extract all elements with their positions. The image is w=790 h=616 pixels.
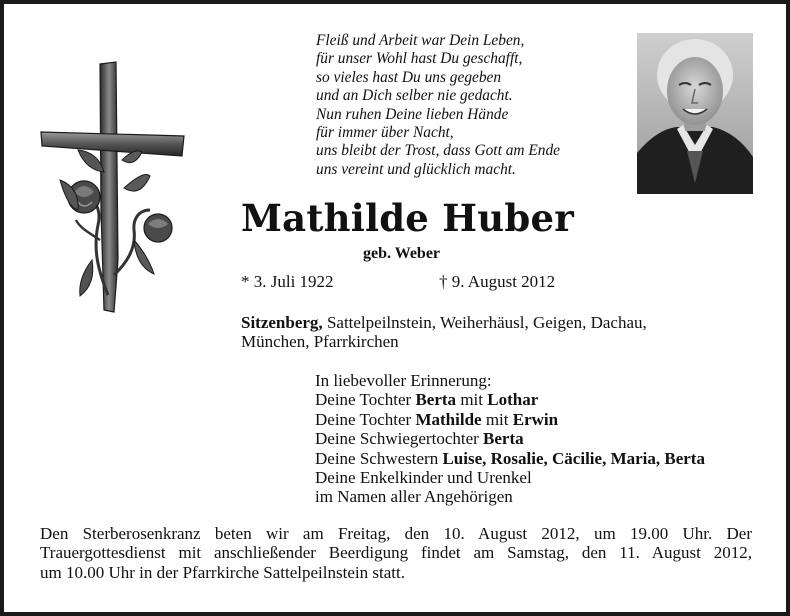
mourner-text: Erwin: [512, 409, 559, 429]
mourner-line: [315, 390, 705, 409]
poem-line: Nun ruhen Deine lieben Hände: [316, 105, 509, 123]
cross-with-roses-icon: [38, 60, 188, 322]
memorial-poem: [316, 32, 560, 179]
service-line: um 10.00 Uhr in der Pfarrkirche Sattelpeilnstein statt.: [40, 562, 405, 582]
mourner-text: Berta: [415, 390, 457, 410]
mourner-text: Deine Schwiegertochter: [315, 429, 484, 449]
poem-line: für unser Wohl hast Du geschafft,: [316, 50, 523, 68]
mourners-intro: In liebevoller Erinnerung:: [315, 371, 492, 390]
mourner-text: mit: [481, 409, 513, 429]
poem-line: uns vereint und glücklich macht.: [316, 160, 516, 178]
mourner-text: Deine Tochter: [315, 409, 416, 429]
mourner-line: [315, 429, 705, 448]
mourner-line: [315, 449, 705, 468]
portrait-photo: [637, 33, 753, 194]
mourner-text: Deine Schwestern: [315, 448, 443, 468]
poem-line: für immer über Nacht,: [316, 124, 454, 142]
places-rest: Sattelpeilnstein, Weiherhäusl, Geigen, Dachau,: [322, 313, 647, 332]
mourner-text: Deine Tochter: [315, 390, 416, 410]
places-list: [241, 313, 741, 351]
mourners-block: [315, 371, 705, 507]
mourner-text: Luise, Rosalie, Cäcilie, Maria, Berta: [442, 448, 705, 468]
poem-line: Fleiß und Arbeit war Dein Leben,: [316, 32, 525, 49]
poem-line: uns bleibt der Trost, dass Gott am Ende: [316, 142, 560, 160]
death-date: † 9. August 2012: [439, 272, 556, 291]
mourner-text: Mathilde: [415, 409, 482, 429]
mourner-line: im Namen aller Angehörigen: [315, 487, 513, 507]
birth-date: * 3. Juli 1922: [241, 272, 334, 291]
deceased-name: Mathilde Huber: [241, 196, 574, 240]
mourner-line: [315, 410, 705, 429]
places-line2: München, Pfarrkirchen: [241, 332, 399, 351]
poem-line: und an Dich selber nie gedacht.: [316, 87, 513, 105]
mourner-text: Berta: [483, 429, 524, 449]
place-primary: Sitzenberg,: [241, 313, 323, 332]
mourner-line: Deine Enkelkinder und Urenkel: [315, 468, 532, 488]
service-line: Den Sterberosenkranz beten wir am Freitag, den 10. August 2012, um 19.00 Uhr. Der: [40, 524, 752, 543]
mourner-text: mit: [456, 390, 488, 410]
maiden-name: geb. Weber: [363, 245, 441, 262]
mourner-text: Lothar: [487, 390, 539, 410]
service-line: Trauergottesdienst mit anschließender Beerdigung findet am Samstag, den 11. August 2012,: [40, 543, 752, 563]
poem-line: so vieles hast Du uns gegeben: [316, 68, 502, 86]
service-announcement: [40, 524, 752, 582]
